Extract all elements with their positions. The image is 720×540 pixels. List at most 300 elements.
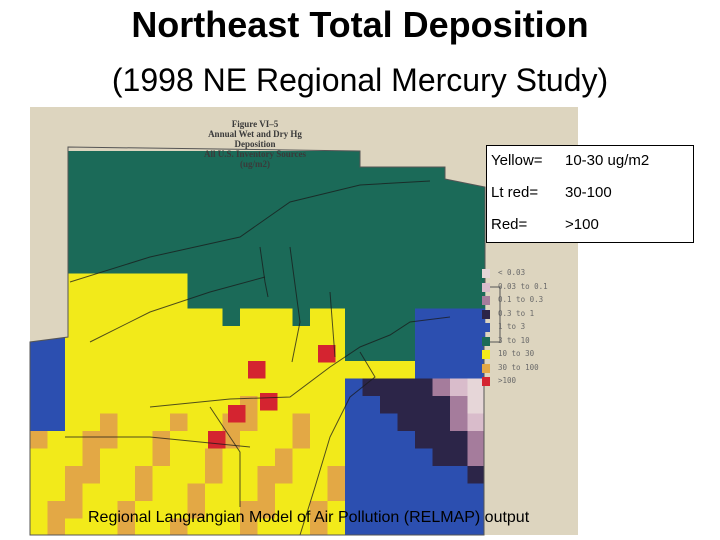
grid-cell	[118, 291, 136, 309]
grid-cell	[310, 221, 328, 239]
grid-cell	[328, 449, 346, 467]
grid-cell	[398, 291, 416, 309]
grid-cell	[240, 379, 258, 397]
grid-cell	[468, 186, 486, 204]
grid-cell	[415, 204, 433, 222]
grid-cell	[170, 256, 188, 274]
grid-cell	[275, 449, 293, 467]
scale-row	[482, 321, 572, 335]
grid-cell	[30, 361, 48, 379]
grid-cell	[188, 291, 206, 309]
grid-cell	[153, 204, 171, 222]
grid-cell	[135, 379, 153, 397]
grid-cell	[48, 186, 66, 204]
grid-cell	[118, 151, 136, 169]
grid-cell	[363, 291, 381, 309]
grid-cell	[310, 274, 328, 292]
grid-cell	[48, 221, 66, 239]
grid-cell	[153, 186, 171, 204]
grid-cell	[363, 256, 381, 274]
grid-cell	[293, 414, 311, 432]
grid-cell	[30, 274, 48, 292]
grid-cell	[345, 204, 363, 222]
grid-cell	[205, 204, 223, 222]
grid-cell	[170, 274, 188, 292]
grid-cell	[135, 396, 153, 414]
grid-cell	[188, 309, 206, 327]
grid-cell	[240, 256, 258, 274]
scale-row	[482, 281, 572, 295]
grid-cell	[240, 326, 258, 344]
grid-cell	[468, 239, 486, 257]
grid-cell	[153, 361, 171, 379]
grid-cell	[293, 221, 311, 239]
grid-cell	[398, 449, 416, 467]
grid-cell	[380, 396, 398, 414]
grid-cell	[100, 239, 118, 257]
grid-cell	[380, 449, 398, 467]
grid-cell	[363, 379, 381, 397]
grid-cell	[188, 204, 206, 222]
grid-cell	[450, 431, 468, 449]
grid-cell	[328, 466, 346, 484]
grid-cell	[293, 431, 311, 449]
grid-cell	[433, 414, 451, 432]
grid-cell	[100, 151, 118, 169]
grid-cell	[65, 344, 83, 362]
scale-row	[482, 375, 572, 389]
grid-cell	[83, 239, 101, 257]
grid-cell	[380, 151, 398, 169]
grid-cell	[170, 466, 188, 484]
grid-cell	[275, 396, 293, 414]
grid-cell	[433, 186, 451, 204]
grid-cell	[170, 449, 188, 467]
grid-cell	[275, 274, 293, 292]
grid-cell	[118, 239, 136, 257]
grid-cell	[310, 431, 328, 449]
grid-cell	[205, 449, 223, 467]
grid-cell	[30, 431, 48, 449]
grid-cell	[83, 221, 101, 239]
scale-swatch	[482, 269, 490, 278]
grid-cell	[398, 204, 416, 222]
grid-cell	[118, 414, 136, 432]
grid-cell	[48, 501, 66, 519]
scale-row	[482, 348, 572, 362]
hotspot-cell	[208, 431, 226, 449]
grid-cell	[293, 169, 311, 187]
grid-cell	[118, 169, 136, 187]
grid-cell	[153, 274, 171, 292]
grid-cell	[293, 256, 311, 274]
grid-cell	[65, 361, 83, 379]
grid-cell	[328, 151, 346, 169]
grid-cell	[30, 379, 48, 397]
grid-cell	[30, 256, 48, 274]
grid-cell	[380, 484, 398, 502]
grid-cell	[398, 151, 416, 169]
grid-cell	[118, 361, 136, 379]
grid-cell	[328, 379, 346, 397]
grid-cell	[135, 204, 153, 222]
grid-cell	[153, 309, 171, 327]
grid-cell	[275, 169, 293, 187]
scale-swatch	[482, 283, 490, 292]
grid-cell	[240, 204, 258, 222]
grid-cell	[100, 221, 118, 239]
grid-cell	[223, 291, 241, 309]
grid-cell	[205, 221, 223, 239]
grid-cell	[468, 221, 486, 239]
grid-cell	[135, 169, 153, 187]
slide-title: Northeast Total Deposition	[131, 4, 589, 45]
grid-cell	[293, 484, 311, 502]
grid-cell	[100, 186, 118, 204]
grid-cell	[415, 186, 433, 204]
grid-cell	[65, 501, 83, 519]
grid-cell	[135, 361, 153, 379]
color-key-box	[486, 145, 694, 243]
grid-cell	[468, 414, 486, 432]
scale-label: 30 to 100	[498, 362, 539, 372]
grid-cell	[345, 431, 363, 449]
grid-cell	[380, 204, 398, 222]
grid-cell	[433, 484, 451, 502]
grid-cell	[380, 344, 398, 362]
grid-cell	[153, 169, 171, 187]
grid-cell	[170, 326, 188, 344]
grid-cell	[135, 326, 153, 344]
scale-label: 0.3 to 1	[498, 308, 535, 318]
grid-cell	[398, 431, 416, 449]
grid-cell	[415, 309, 433, 327]
grid-cell	[363, 414, 381, 432]
grid-cell	[433, 326, 451, 344]
grid-cell	[433, 239, 451, 257]
grid-cell	[345, 396, 363, 414]
deposition-map	[30, 107, 650, 535]
grid-cell	[258, 169, 276, 187]
grid-cell	[415, 361, 433, 379]
color-key-value: 10-30 ug/m2	[565, 152, 650, 169]
grid-cell	[223, 449, 241, 467]
grid-cell	[100, 256, 118, 274]
grid-cell	[258, 344, 276, 362]
scale-label: 3 to 10	[498, 335, 530, 345]
grid-cell	[83, 379, 101, 397]
color-key-label: Yellow=	[491, 152, 543, 169]
grid-cell	[223, 256, 241, 274]
grid-cell	[363, 431, 381, 449]
grid-cell	[275, 256, 293, 274]
grid-cell	[48, 344, 66, 362]
grid-cell	[118, 204, 136, 222]
grid-cell	[415, 466, 433, 484]
grid-cell	[170, 361, 188, 379]
grid-cell	[363, 466, 381, 484]
grid-cell	[205, 169, 223, 187]
grid-cell	[205, 186, 223, 204]
scale-swatch	[482, 364, 490, 373]
grid-cell	[398, 344, 416, 362]
grid-cell	[223, 239, 241, 257]
grid-cell	[48, 274, 66, 292]
map-scale-legend	[482, 267, 572, 389]
grid-cell	[363, 239, 381, 257]
grid-cell	[258, 186, 276, 204]
grid-cell	[240, 484, 258, 502]
grid-cell	[328, 361, 346, 379]
grid-cell	[118, 449, 136, 467]
hotspot-cell	[248, 361, 266, 379]
grid-cell	[415, 484, 433, 502]
slide-subtitle: (1998 NE Regional Mercury Study)	[111, 62, 609, 98]
grid-cell	[468, 396, 486, 414]
grid-cell	[310, 326, 328, 344]
grid-cell	[363, 221, 381, 239]
grid-cell	[65, 519, 83, 537]
grid-cell	[65, 414, 83, 432]
grid-cell	[450, 186, 468, 204]
grid-cell	[205, 256, 223, 274]
grid-cell	[65, 484, 83, 502]
grid-cell	[345, 221, 363, 239]
grid-cell	[118, 484, 136, 502]
grid-cell	[118, 274, 136, 292]
grid-cell	[100, 466, 118, 484]
grid-cell	[345, 466, 363, 484]
grid-cell	[83, 274, 101, 292]
grid-cell	[83, 204, 101, 222]
grid-cell	[100, 326, 118, 344]
grid-cell	[310, 484, 328, 502]
grid-cell	[293, 361, 311, 379]
grid-cell	[188, 274, 206, 292]
grid-cell	[170, 169, 188, 187]
grid-cell	[328, 186, 346, 204]
grid-cell	[135, 414, 153, 432]
scale-label: 1 to 3	[498, 322, 526, 331]
grid-cell	[310, 169, 328, 187]
grid-cell	[170, 484, 188, 502]
grid-cell	[380, 186, 398, 204]
grid-cell	[258, 431, 276, 449]
grid-cell	[83, 169, 101, 187]
grid-cell	[415, 414, 433, 432]
grid-cell	[380, 326, 398, 344]
grid-cell	[188, 186, 206, 204]
grid-cell	[135, 291, 153, 309]
grid-cell	[83, 414, 101, 432]
grid-cell	[433, 291, 451, 309]
grid-cell	[345, 449, 363, 467]
grid-cell	[170, 239, 188, 257]
grid-cell	[450, 239, 468, 257]
grid-cell	[328, 431, 346, 449]
grid-cell	[380, 361, 398, 379]
grid-cell	[30, 344, 48, 362]
grid-cell	[153, 326, 171, 344]
grid-cell	[433, 344, 451, 362]
grid-cell	[468, 466, 486, 484]
grid-cell	[398, 169, 416, 187]
grid-cell	[205, 309, 223, 327]
grid-cell	[433, 151, 451, 169]
grid-cell	[345, 239, 363, 257]
scale-row	[482, 335, 572, 349]
grid-cell	[345, 256, 363, 274]
grid-cell	[433, 169, 451, 187]
grid-cell	[328, 169, 346, 187]
grid-cell	[380, 221, 398, 239]
grid-cell	[153, 221, 171, 239]
grid-cell	[170, 379, 188, 397]
grid-cell	[380, 309, 398, 327]
grid-cell	[135, 431, 153, 449]
grid-cell	[310, 239, 328, 257]
grid-cell	[83, 309, 101, 327]
grid-cell	[223, 484, 241, 502]
grid-cell	[48, 361, 66, 379]
grid-cell	[310, 204, 328, 222]
grid-cell	[48, 151, 66, 169]
grid-cell	[415, 396, 433, 414]
grid-cell	[398, 256, 416, 274]
color-key-value: >100	[565, 216, 599, 233]
color-key-lt-red	[491, 184, 612, 201]
scale-swatch	[482, 337, 490, 346]
grid-cell	[363, 204, 381, 222]
grid-cell	[293, 204, 311, 222]
grid-cell	[310, 449, 328, 467]
scale-swatch	[482, 377, 490, 386]
hotspot-cell	[318, 345, 336, 363]
scale-label: >100	[498, 376, 517, 385]
grid-cell	[188, 414, 206, 432]
grid-cell	[205, 326, 223, 344]
grid-cell	[398, 186, 416, 204]
grid-cell	[240, 186, 258, 204]
grid-cell	[380, 274, 398, 292]
grid-cell	[310, 379, 328, 397]
grid-cell	[153, 414, 171, 432]
grid-cell	[415, 379, 433, 397]
grid-cell	[135, 449, 153, 467]
grid-cell	[223, 379, 241, 397]
grid-cell	[240, 291, 258, 309]
grid-cell	[363, 274, 381, 292]
grid-cell	[398, 221, 416, 239]
grid-cell	[468, 204, 486, 222]
grid-cell	[223, 344, 241, 362]
grid-cell	[30, 484, 48, 502]
grid-cell	[398, 239, 416, 257]
grid-cell	[205, 291, 223, 309]
figure-caption-line1: Figure VI–5	[231, 119, 279, 129]
grid-cell	[450, 449, 468, 467]
grid-cell	[275, 361, 293, 379]
grid-cell	[363, 396, 381, 414]
grid-cell	[380, 256, 398, 274]
grid-cell	[380, 239, 398, 257]
grid-cell	[450, 309, 468, 327]
grid-cell	[30, 291, 48, 309]
grid-cell	[380, 431, 398, 449]
grid-cell	[223, 274, 241, 292]
grid-cell	[450, 396, 468, 414]
grid-cell	[100, 414, 118, 432]
grid-cell	[450, 274, 468, 292]
grid-cell	[153, 151, 171, 169]
scale-label: 0.03 to 0.1	[498, 281, 548, 291]
grid-cell	[275, 414, 293, 432]
grid-cell	[450, 221, 468, 239]
grid-cell	[398, 414, 416, 432]
grid-cell	[83, 484, 101, 502]
grid-cell	[83, 256, 101, 274]
grid-cell	[153, 466, 171, 484]
grid-cell	[118, 379, 136, 397]
hotspot-cell	[260, 393, 278, 411]
grid-cell	[83, 466, 101, 484]
grid-cell	[398, 361, 416, 379]
grid-cell	[170, 204, 188, 222]
grid-cell	[380, 466, 398, 484]
grid-cell	[450, 484, 468, 502]
grid-cell	[188, 379, 206, 397]
grid-cell	[415, 326, 433, 344]
grid-cell	[48, 431, 66, 449]
grid-cell	[188, 466, 206, 484]
grid-cell	[380, 291, 398, 309]
scale-swatch	[482, 296, 490, 305]
grid-cell	[48, 379, 66, 397]
grid-cell	[83, 396, 101, 414]
scale-row	[482, 362, 572, 376]
grid-cell	[345, 291, 363, 309]
grid-cell	[240, 344, 258, 362]
grid-cell	[188, 221, 206, 239]
grid-cell	[363, 344, 381, 362]
grid-cell	[223, 361, 241, 379]
grid-cell	[65, 466, 83, 484]
grid-cell	[135, 484, 153, 502]
grid-cell	[83, 361, 101, 379]
grid-cell	[100, 309, 118, 327]
grid-cell	[310, 256, 328, 274]
grid-cell	[118, 344, 136, 362]
grid-cell	[258, 326, 276, 344]
grid-cell	[293, 309, 311, 327]
grid-cell	[415, 169, 433, 187]
grid-cell	[415, 256, 433, 274]
grid-cell	[468, 151, 486, 169]
grid-cell	[415, 274, 433, 292]
grid-cell	[30, 466, 48, 484]
grid-cell	[153, 239, 171, 257]
figure-caption	[190, 119, 320, 169]
grid-cell	[468, 449, 486, 467]
grid-cell	[380, 414, 398, 432]
grid-cell	[398, 396, 416, 414]
grid-cell	[433, 466, 451, 484]
grid-cell	[310, 414, 328, 432]
grid-cell	[398, 274, 416, 292]
grid-cell	[345, 484, 363, 502]
grid-cell	[100, 361, 118, 379]
hotspot-cell	[228, 405, 246, 423]
